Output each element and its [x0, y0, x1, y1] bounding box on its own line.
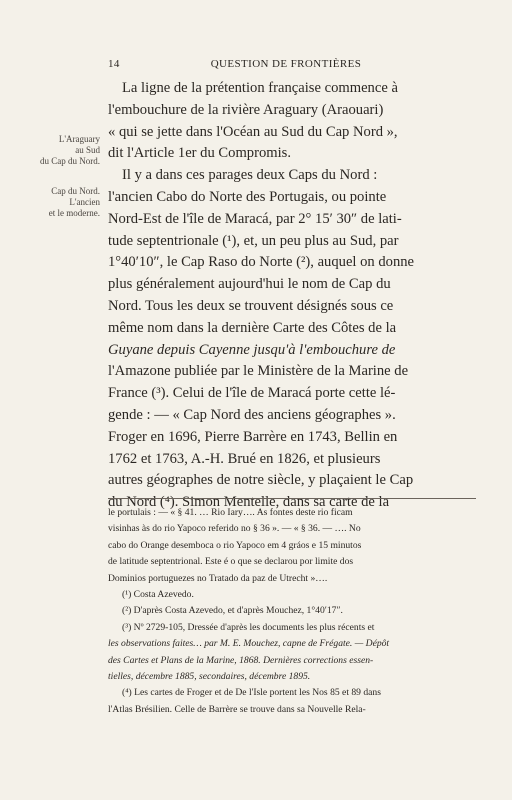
body-line: Nord. Tous les deux se trouvent désignés sous ce — [108, 297, 394, 314]
footnote-line: l'Atlas Brésilien. Celle de Barrère se trouve dans sa Nouvelle Rela- — [108, 703, 366, 715]
footnote-line: tielles, décembre 1885, secondaires, décembre 1895. — [108, 670, 311, 682]
margin-note-line: L'Araguary — [58, 134, 100, 144]
footnote-line: visinhas às do rio Yapoco referido no § 36 ». — « § 36. — …. No — [108, 523, 361, 535]
body-line: France (³). Celui de l'île de Maracá porte cette lé- — [108, 385, 396, 402]
footnote-line: des Cartes et Plans de la Marine, 1868. Dernières corrections essen- — [108, 654, 374, 666]
footnote-3: (³) Nº 2729-105, Dressée d'après les documents les plus récents et — [122, 621, 375, 633]
body-line: dit l'Article 1er du Compromis. — [108, 145, 291, 162]
footnote-line: cabo do Orange desemboca o rio Yapoco em 4 gráos e 15 minutos — [108, 539, 362, 551]
margin-note-line: du Cap du Nord. — [40, 156, 100, 166]
margin-note-araguary — [14, 134, 100, 167]
footnote-line: Dominios portuguezes no Tratado da paz de Utrecht »…. — [108, 572, 328, 584]
body-text — [108, 78, 476, 514]
body-line: l'Amazone publiée par le Ministère de la Marine de — [108, 363, 409, 380]
body-line: Il y a dans ces parages deux Caps du Nord : — [122, 167, 378, 184]
page-header — [0, 58, 512, 74]
margin-note-cap-du-nord — [14, 186, 100, 219]
body-line: tude septentrionale (¹), et, un peu plus au Sud, par — [108, 232, 399, 249]
body-line: l'ancien Cabo do Norte des Portugais, ou pointe — [108, 188, 387, 205]
margin-note-line: au Sud — [75, 145, 100, 155]
body-line: 1762 et 1763, A.-H. Brué en 1826, et plusieurs — [108, 450, 381, 467]
body-line: gende : — « Cap Nord des anciens géographes ». — [108, 406, 396, 423]
body-line: même nom dans la dernière Carte des Côtes de la — [108, 319, 397, 336]
footnotes — [108, 505, 476, 718]
body-line: l'embouchure de la rivière Araguary (Araouari) — [108, 101, 384, 118]
body-line: La ligne de la prétention française commence à — [122, 80, 398, 96]
margin-note-line: et le moderne. — [48, 208, 100, 218]
footnote-1: (¹) Costa Azevedo. — [122, 588, 194, 600]
body-line: « qui se jette dans l'Océan au Sud du Cap Nord », — [108, 123, 398, 140]
footnote-line: les observations faites… par M. E. Mouchez, capne de Frégate. — Dépôt — [108, 638, 390, 650]
footnote-divider — [108, 498, 476, 499]
footnote-line: de latitude septentrional. Este é o que se declarou por limite dos — [108, 556, 354, 568]
footnote-line: le portulais : — « § 41. … Rio Iary…. As fontes deste rio ficam — [108, 507, 353, 518]
body-line: Froger en 1696, Pierre Barrère en 1743, Bellin en — [108, 428, 398, 445]
running-title: QUESTION DE FRONTIÈRES — [210, 58, 362, 70]
body-line: du Nord (⁴). Simon Mentelle, dans sa carte de la — [108, 494, 390, 511]
body-line: plus généralement aujourd'hui le nom de Cap du — [108, 276, 391, 293]
body-line: autres géographes de notre siècle, y plaçaient le Cap — [108, 472, 414, 489]
margin-note-line: L'ancien — [69, 197, 100, 207]
body-line: 1°40′10″, le Cap Raso do Norte (²), auquel on donne — [108, 254, 415, 271]
footnote-2: (²) D'après Costa Azevedo, et d'après Mouchez, 1°40′17″. — [122, 605, 343, 617]
footnote-4: (⁴) Les cartes de Froger et de De l'Isle portent les Nos 85 et 89 dans — [122, 687, 381, 699]
body-line: Nord-Est de l'île de Maracá, par 2° 15′ 30″ de lati- — [108, 210, 402, 227]
margin-note-line: Cap du Nord. — [51, 186, 100, 196]
page-number: 14 — [108, 58, 120, 70]
body-line: Guyane depuis Cayenne jusqu'à l'embouchure de — [108, 341, 396, 358]
